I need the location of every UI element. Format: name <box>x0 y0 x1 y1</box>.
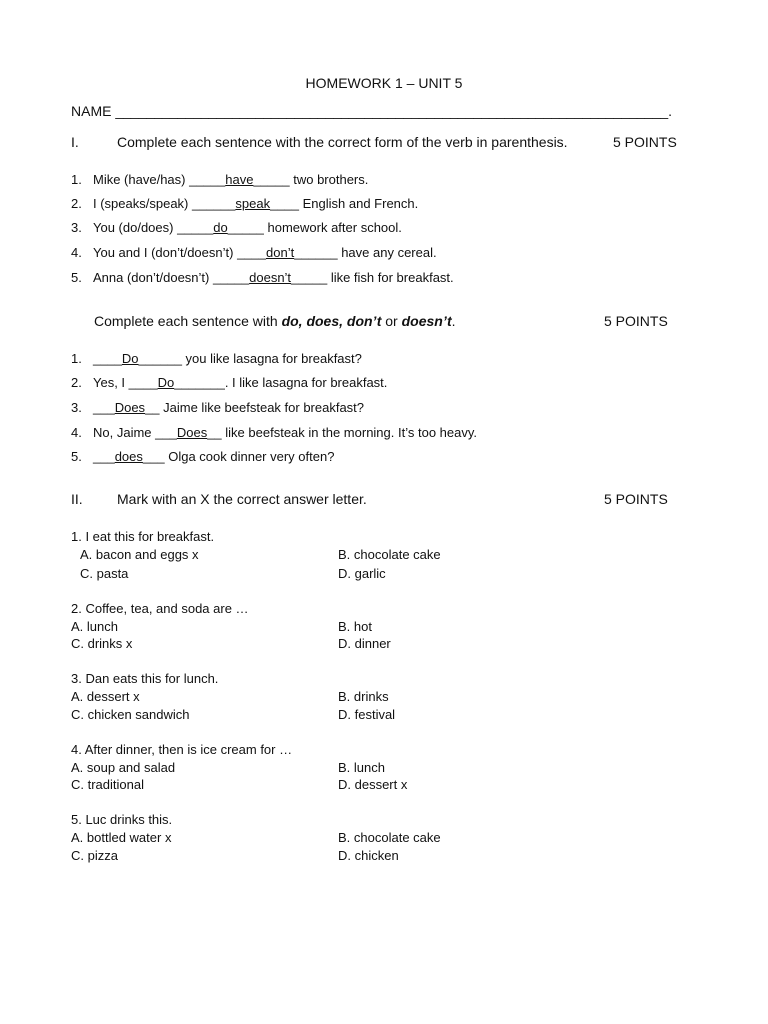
answer-blank: speak <box>235 196 271 211</box>
section-1-points: 5 POINTS <box>613 134 677 150</box>
option-a: A. lunch <box>71 619 118 634</box>
option-c: C. chicken sandwich <box>71 707 190 722</box>
answer-blank: Do <box>121 351 139 366</box>
option-d: D. chicken <box>338 848 399 863</box>
list-item: 5. Anna (don’t/doesn’t) _____doesn’t_____ like fish for breakfast. <box>71 270 454 285</box>
item-number: 2. <box>71 375 82 390</box>
option-b: B. hot <box>338 619 372 634</box>
option-d: D. garlic <box>338 566 386 581</box>
answer-blank: does <box>114 449 143 464</box>
list-item: 3. You (do/does) _____do_____ homework after school. <box>71 220 402 235</box>
option-b: B. chocolate cake <box>338 547 441 562</box>
option-d: D. dinner <box>338 636 391 651</box>
list-item: 4. No, Jaime ___Does__ like beefsteak in the morning. It’s too heavy. <box>71 425 477 440</box>
name-line: NAME _______________________________________________________________________. <box>71 103 673 119</box>
list-item: 1. Mike (have/has) _____have_____ two brothers. <box>71 172 369 187</box>
item-number: 4. <box>71 245 82 260</box>
list-item: 3. ___Does__ Jaime like beefsteak for breakfast? <box>71 400 365 415</box>
answer-blank: Does <box>114 400 146 415</box>
question-text: 5. Luc drinks this. <box>71 812 173 827</box>
item-number: 5. <box>71 270 82 285</box>
question-text: 1. I eat this for breakfast. <box>71 529 215 544</box>
answer-blank: doesn’t <box>249 270 292 285</box>
option-a: A. soup and salad <box>71 760 176 775</box>
section-2-instruction: Mark with an X the correct answer letter. <box>117 491 367 507</box>
item-number: 3. <box>71 400 82 415</box>
section-1-instruction: Complete each sentence with the correct form of the verb in parenthesis. <box>117 134 568 150</box>
answer-blank: have <box>225 172 254 187</box>
option-c: C. drinks x <box>71 636 133 651</box>
option-c: C. traditional <box>71 777 144 792</box>
option-d: D. festival <box>338 707 396 722</box>
question-text: 3. Dan eats this for lunch. <box>71 671 219 686</box>
answer-blank: Does <box>176 425 208 440</box>
section-2-roman: II. <box>71 491 83 507</box>
page-title: HOMEWORK 1 – UNIT 5 <box>305 75 463 91</box>
item-number: 4. <box>71 425 82 440</box>
option-a: A. bottled water x <box>71 830 172 845</box>
option-a: A. bacon and eggs x <box>80 547 199 562</box>
question-text: 2. Coffee, tea, and soda are … <box>71 601 249 616</box>
list-item: 4. You and I (don’t/doesn’t) ____don’t______ have any cereal. <box>71 245 437 260</box>
section-1b-points: 5 POINTS <box>604 313 668 329</box>
list-item: 2. I (speaks/speak) ______speak____ English and French. <box>71 196 419 211</box>
option-b: B. chocolate cake <box>338 830 441 845</box>
option-d: D. dessert x <box>338 777 408 792</box>
answer-blank: do <box>213 220 228 235</box>
list-item: 5. ___does___ Olga cook dinner very often? <box>71 449 335 464</box>
question-text: 4. After dinner, then is ice cream for … <box>71 742 293 757</box>
option-b: B. lunch <box>338 760 385 775</box>
option-c: C. pasta <box>80 566 129 581</box>
option-c: C. pizza <box>71 848 118 863</box>
item-number: 1. <box>71 351 82 366</box>
item-number: 3. <box>71 220 82 235</box>
answer-blank: don’t <box>266 245 295 260</box>
list-item: 1. ____Do______ you like lasagna for breakfast? <box>71 351 362 366</box>
section-1b-instruction: Complete each sentence with do, does, don’t or doesn’t. <box>94 313 456 329</box>
section-2-points: 5 POINTS <box>604 491 668 507</box>
item-number: 5. <box>71 449 82 464</box>
option-b: B. drinks <box>338 689 389 704</box>
section-1-roman: I. <box>71 134 79 150</box>
answer-blank: Do <box>157 375 175 390</box>
list-item: 2. Yes, I ____Do_______. I like lasagna for breakfast. <box>71 375 388 390</box>
item-number: 2. <box>71 196 82 211</box>
option-a: A. dessert x <box>71 689 140 704</box>
item-number: 1. <box>71 172 82 187</box>
